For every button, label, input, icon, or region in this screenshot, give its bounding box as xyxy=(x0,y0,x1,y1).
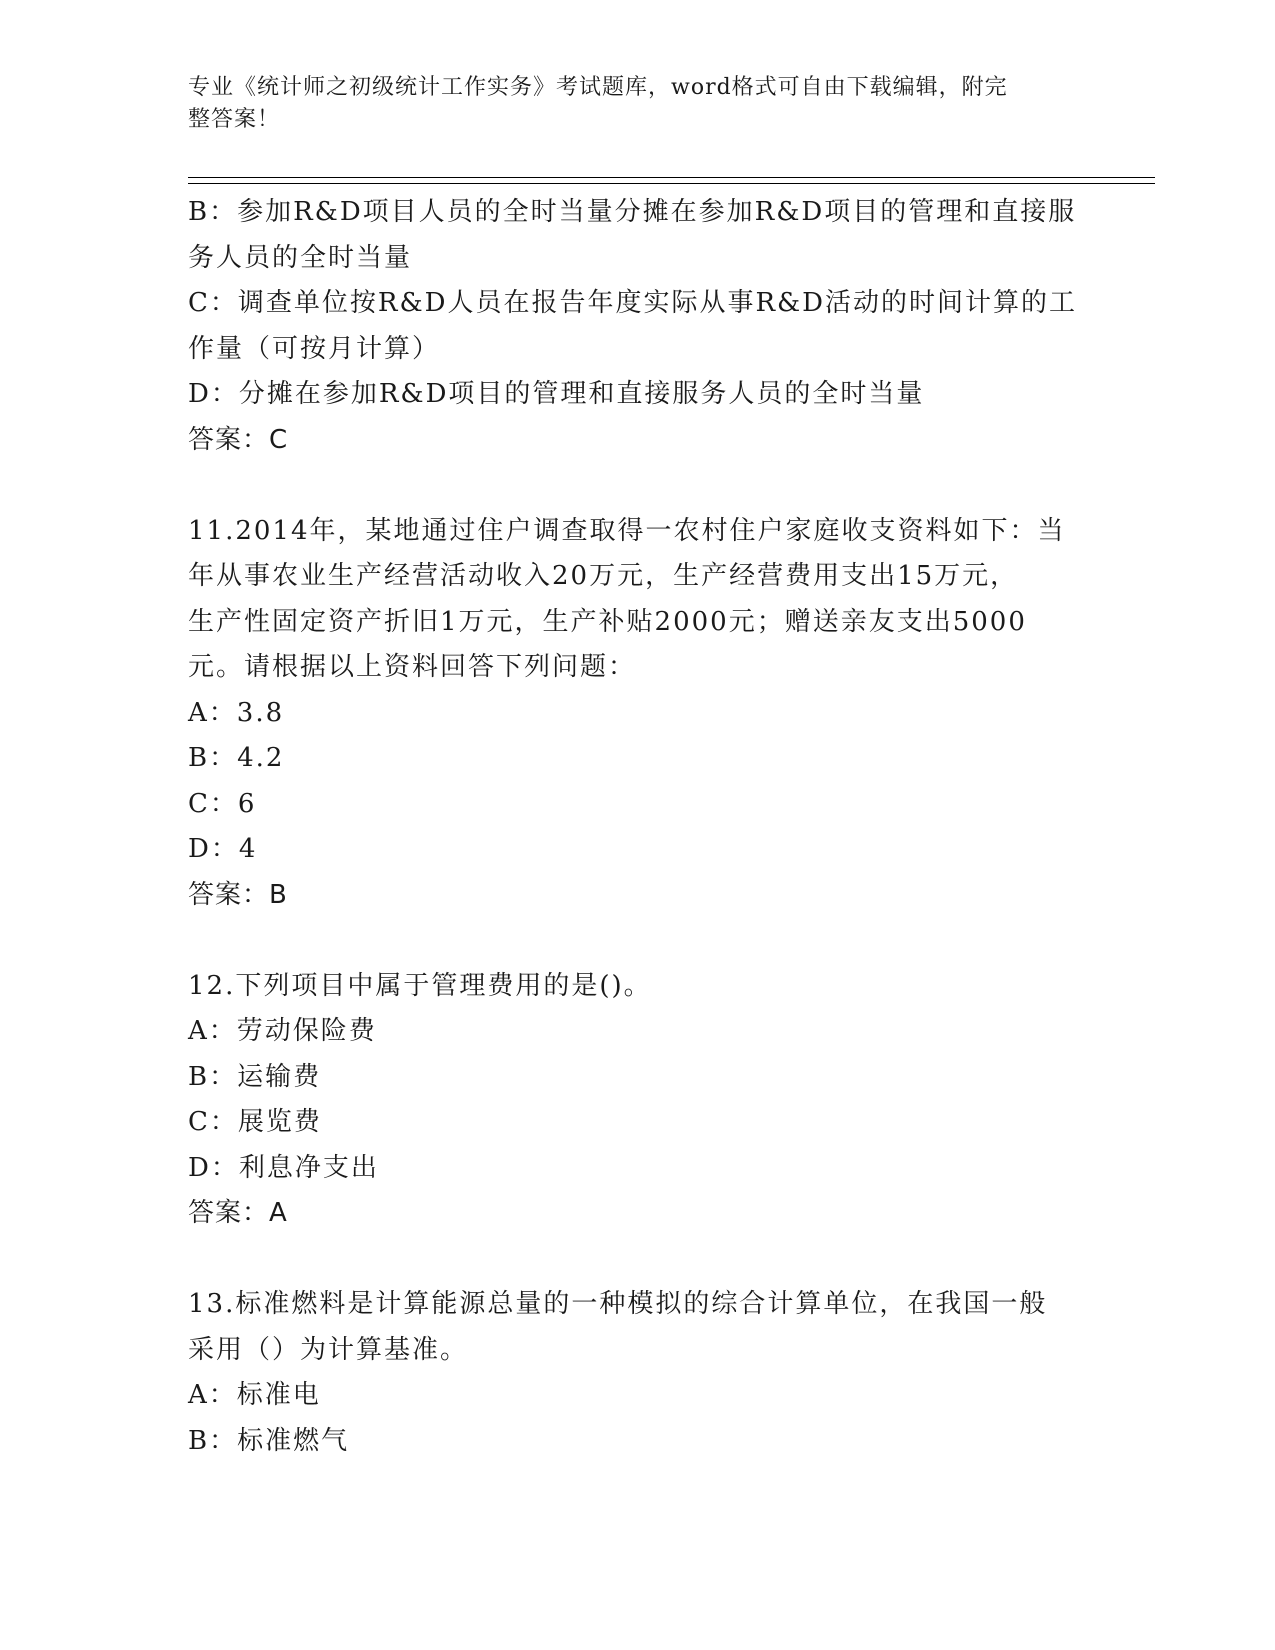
option-a: A：劳动保险费 xyxy=(188,1016,377,1046)
option-b: B：4.2 xyxy=(188,743,285,773)
question-stem-line-2: 采用（）为计算基准。 xyxy=(188,1334,469,1365)
header-line-2: 整答案！ xyxy=(188,107,281,132)
option-c-line-1: C：调查单位按R&D人员在报告年度实际从事R&D活动的时间计算的工 xyxy=(188,288,1078,318)
option-d: D：分摊在参加R&D项目的管理和直接服务人员的全时当量 xyxy=(188,379,925,409)
option-c-line-2: 作量（可按月计算） xyxy=(188,333,441,364)
question-stem-line-2: 年从事农业生产经营活动收入20万元，生产经营费用支出15万元， xyxy=(188,561,1019,591)
option-b-line-1: B：参加R&D项目人员的全时当量分摊在参加R&D项目的管理和直接服 xyxy=(188,197,1077,227)
spacer xyxy=(188,1237,1088,1283)
option-b: B：标准燃气 xyxy=(188,1425,350,1456)
question-11 xyxy=(188,509,1088,919)
option-b-line-2: 务人员的全时当量 xyxy=(188,242,413,273)
question-10-tail xyxy=(188,190,1088,463)
answer-label: 答案：B xyxy=(188,879,288,910)
question-stem-line-4: 元。请根据以上资料回答下列问题： xyxy=(188,652,637,682)
header-line-1: 专业《统计师之初级统计工作实务》考试题库，word格式可自由下载编辑，附完 xyxy=(188,75,1008,100)
option-c: C：展览费 xyxy=(188,1107,322,1137)
option-a: A：标准电 xyxy=(188,1380,321,1410)
answer-label: 答案：A xyxy=(188,1198,288,1228)
question-stem-line-1: 13.标准燃料是计算能源总量的一种模拟的综合计算单位，在我国一般 xyxy=(188,1289,1048,1319)
spacer xyxy=(188,463,1088,509)
option-b: B：运输费 xyxy=(188,1061,322,1092)
document-header xyxy=(188,72,1068,136)
question-content xyxy=(188,190,1088,1464)
question-stem: 12.下列项目中属于管理费用的是()。 xyxy=(188,970,652,1001)
question-stem-line-1: 11.2014年，某地通过住户调查取得一农村住户家庭收支资料如下：当 xyxy=(188,515,1066,546)
spacer xyxy=(188,918,1088,964)
header-divider xyxy=(188,177,1155,184)
option-d: D：4 xyxy=(188,834,258,864)
answer-label: 答案：C xyxy=(188,424,289,455)
option-a: A：3.8 xyxy=(188,697,285,728)
question-stem-line-3: 生产性固定资产折旧1万元，生产补贴2000元；赠送亲友支出5000 xyxy=(188,606,1027,637)
option-c: C：6 xyxy=(188,788,257,819)
question-13 xyxy=(188,1282,1088,1464)
option-d: D：利息净支出 xyxy=(188,1152,379,1183)
question-12 xyxy=(188,964,1088,1237)
